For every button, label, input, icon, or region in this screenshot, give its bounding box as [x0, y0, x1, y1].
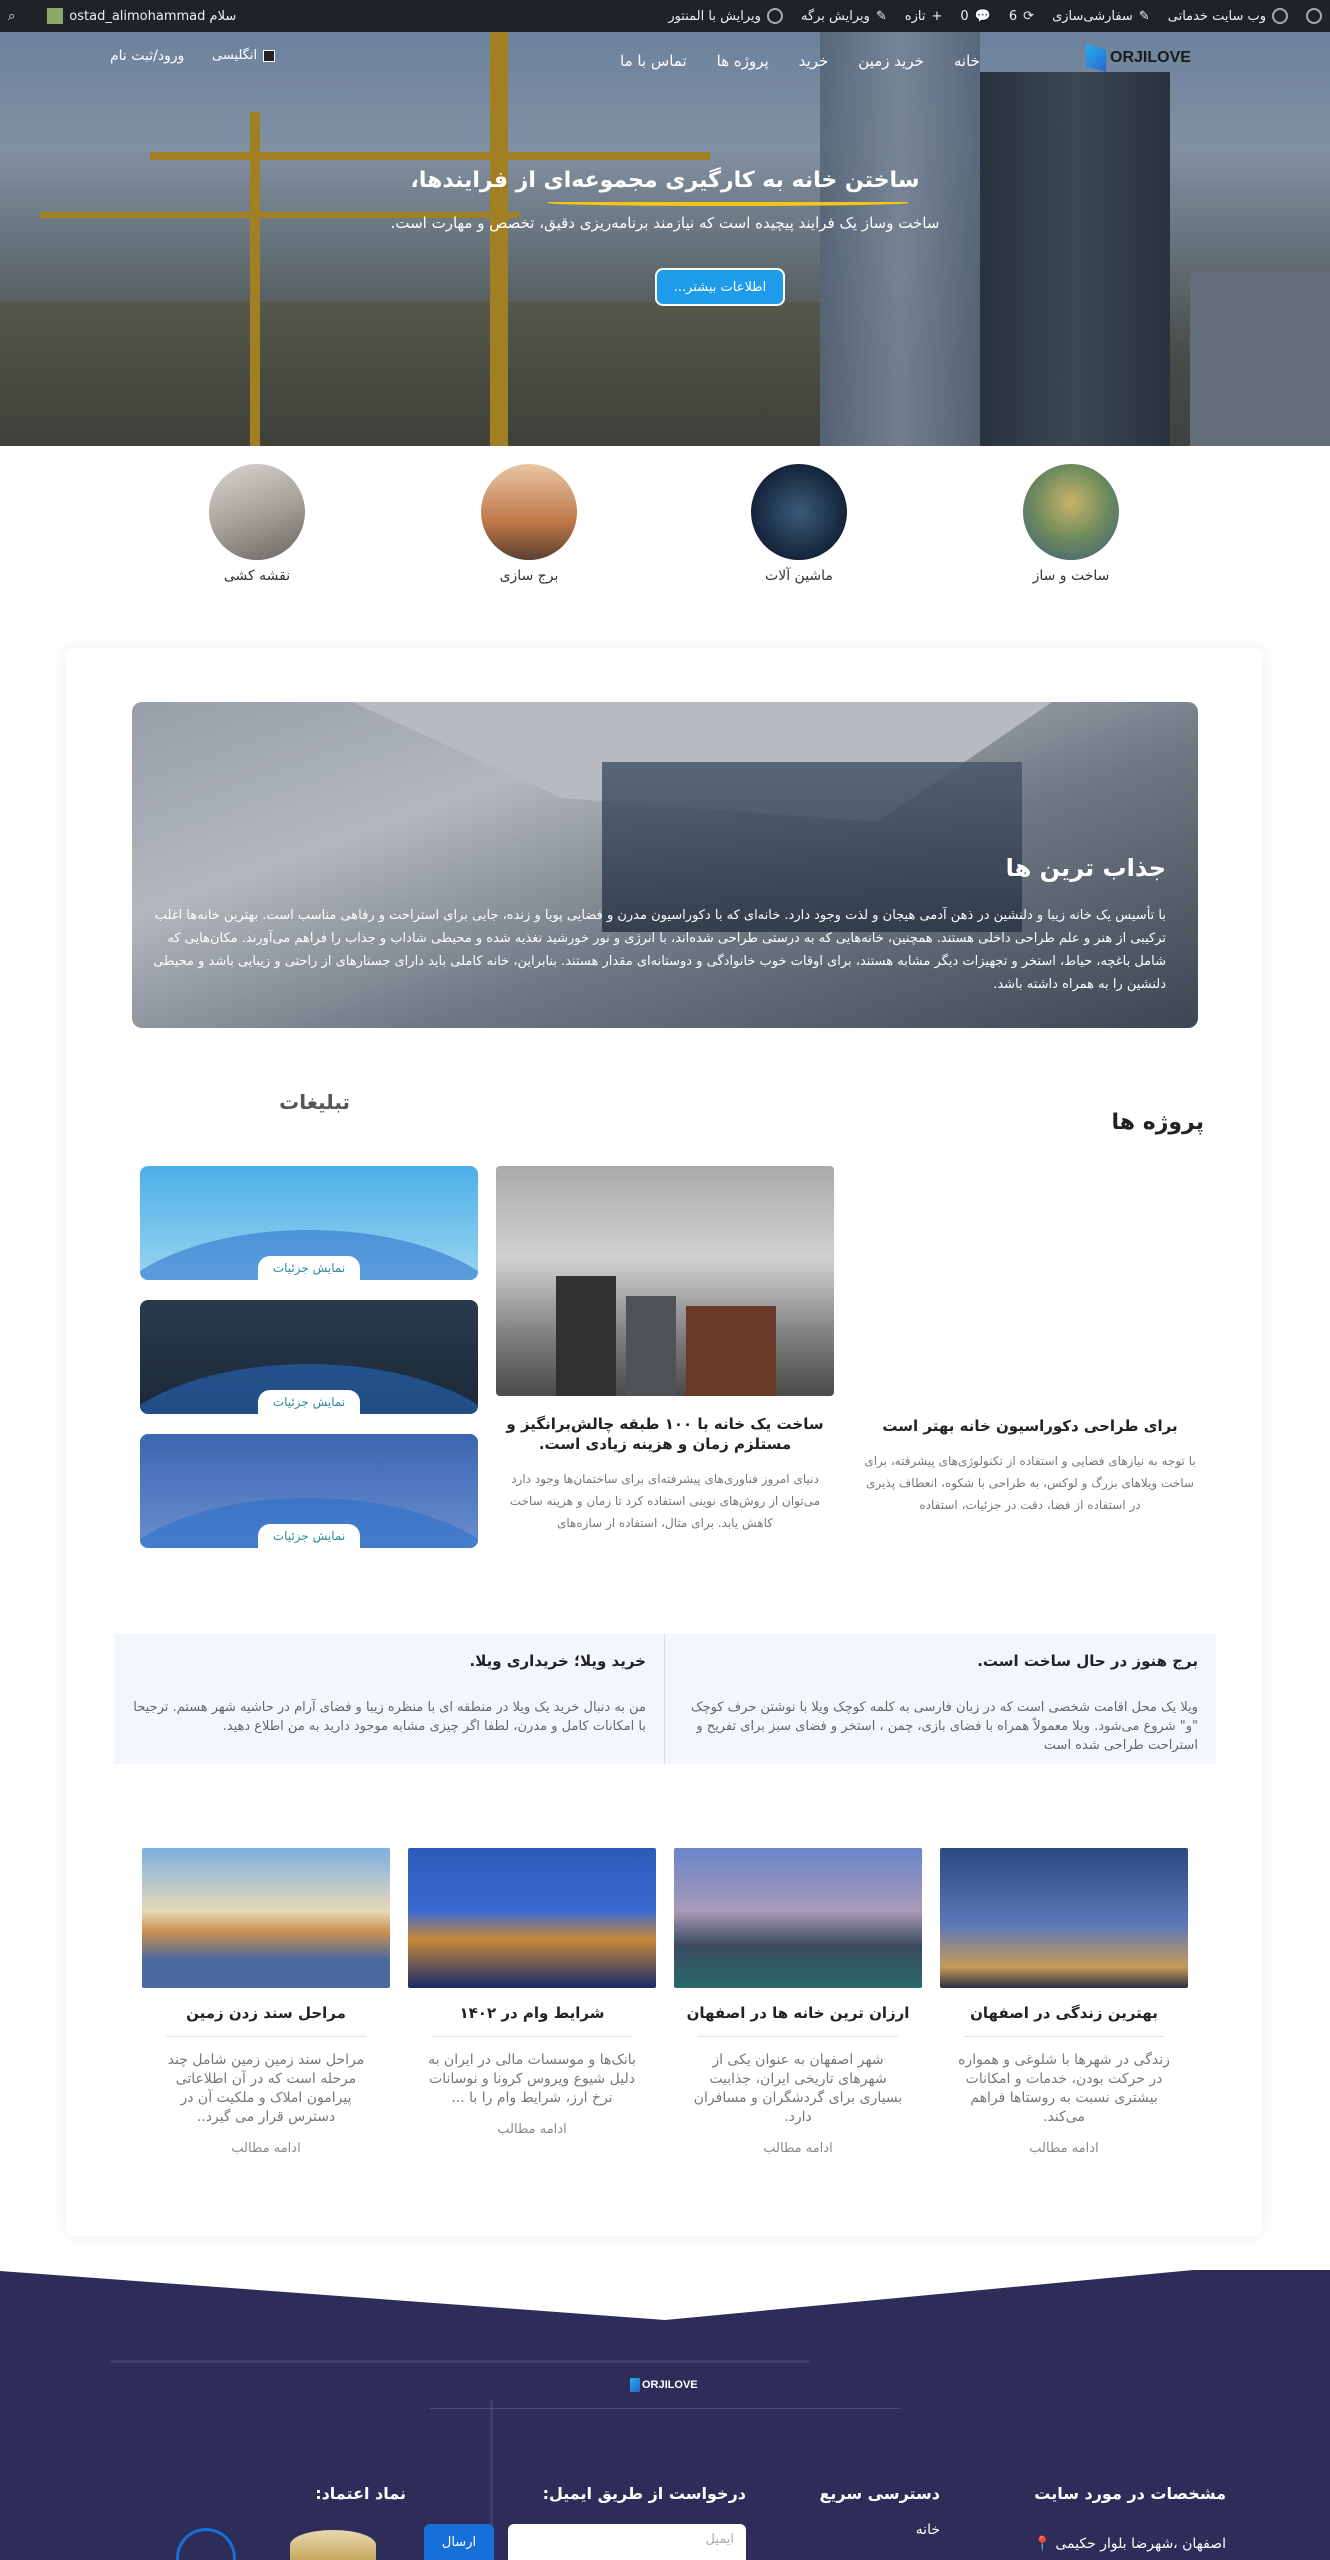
hero-subtitle: ساخت وساز یک فرایند پیچیده است که نیازمند برنامه‌ریزی دقیق، تخصص و مهارت است. [390, 214, 940, 232]
search-icon[interactable]: ⌕ [8, 8, 16, 24]
info-column: خرید ویلا؛ خریداری ویلا. من به دنبال خرید یک ویلا در منطقه ای با منظره زیبا و فضای آرام در حاشیه شهر هستم. ترجیحا با امکانات کامل و مدرن، لطفا اگر چیزی مشابه موجود دارید به من اطلاع دهید. [114, 1634, 665, 1764]
hero-title: ساختن خانه به کارگیری مجموعه‌ای از فرایندها، [410, 168, 920, 193]
nav-item-contact[interactable]: تماس با ما [620, 52, 687, 70]
main-nav [620, 52, 980, 70]
send-button[interactable]: ارسال [424, 2524, 494, 2560]
admin-bar [0, 0, 1330, 32]
footer-logo[interactable]: ORJILOVE [630, 2378, 698, 2392]
project-card[interactable]: برای طراحی دکوراسیون خانه بهتر است با توجه به نیازهای فضایی و استفاده از تکنولوژی‌های پیشرفته، برای ساخت ویلاهای بزرگ و لوکس، به طراحی با شکوه، انعطاف پذیری در استفاده از فضا، دقت در جزئیات، استفاده [864, 1417, 1196, 1512]
read-more-link[interactable]: ادامه مطالب [1029, 2141, 1099, 2156]
info-box [114, 1634, 1216, 1764]
read-more-link[interactable]: ادامه مطالب [763, 2141, 833, 2156]
wordpress-logo-icon[interactable] [1306, 8, 1322, 24]
footer-email-title: درخواست از طریق ایمیل: [542, 2484, 746, 2503]
blog-card[interactable]: بهترین زندگی در اصفهان زندگی در شهرها با شلوغی و همواره در حرکت بودن، خدمات و امکانات بیشتری نسبت به روستاها فراهم می‌کند. ادامه مطالب [940, 1848, 1188, 2156]
blog-thumbnail[interactable] [142, 1848, 390, 1988]
admin-site-name[interactable]: وب سایت خدماتی [1168, 8, 1288, 24]
service-machinery-image [751, 464, 847, 560]
service-tower-image [481, 464, 577, 560]
admin-customize[interactable]: ✎ سفارشی‌سازی [1052, 8, 1150, 24]
admin-updates[interactable]: ⟳ 6 [1008, 8, 1035, 24]
blog-thumbnail[interactable] [940, 1848, 1188, 1988]
avatar [47, 8, 63, 24]
service-construction[interactable]: ساخت و ساز [1016, 464, 1126, 584]
hero-underline [548, 200, 908, 206]
read-more-link[interactable]: ادامه مطالب [497, 2122, 567, 2137]
show-details-button[interactable]: نمایش جزئیات [258, 1256, 360, 1280]
service-drafting-image [209, 464, 305, 560]
logo-mark-icon [1086, 44, 1106, 72]
ads-heading: تبلیغات [279, 1090, 350, 1114]
services-row [0, 464, 1330, 594]
service-construction-image [1023, 464, 1119, 560]
language-switcher[interactable]: انگلیسی [212, 48, 275, 63]
refresh-icon: ⟳ [1023, 8, 1035, 24]
brush-icon: ✎ [1138, 8, 1150, 24]
comment-icon: 💬 [974, 8, 991, 24]
admin-account[interactable]: سلام ostad_alimohammad [47, 8, 236, 24]
ad-card[interactable] [140, 1300, 478, 1414]
home-icon [1272, 8, 1288, 24]
admin-elementor[interactable]: ویرایش با المنتور [668, 8, 783, 24]
more-info-button[interactable]: اطلاعات بیشتر... [655, 268, 785, 306]
location-pin-icon: 📍 [1033, 2536, 1051, 2552]
service-tower[interactable]: برج سازی [474, 464, 584, 584]
footer-divider [430, 2408, 900, 2409]
plus-icon: + [931, 8, 943, 24]
blog-card[interactable]: مراحل سند زدن زمین مراحل سند زمین زمین شامل چند مرحله است که در آن اطلاعاتی پیرامون املاک و ملکیت آن در دسترس قرار می گیرد.. ادامه مطالب [142, 1848, 390, 2156]
nav-item-buy-land[interactable]: خرید زمین [858, 52, 924, 70]
footer-trust-title: نماد اعتماد: [315, 2484, 406, 2503]
projects-heading: پروژه ها [1111, 1110, 1204, 1135]
blog-thumbnail[interactable] [674, 1848, 922, 1988]
info-column: برج هنوز در حال ساخت است. ویلا یک محل اقامت شخصی است که در زبان فارسی به کلمه کوچک ویلا با نوشتن حرف کوچک "و" شروع می‌شود. ویلا معمولاً همراه با فضای بازی، چمن ، استخر و فضای سبز برای تفریح و استراحت طراحی شده است [690, 1652, 1198, 1753]
show-details-button[interactable]: نمایش جزئیات [258, 1524, 360, 1548]
blog-thumbnail[interactable] [408, 1848, 656, 1988]
admin-edit-page[interactable]: ✎ ویرایش برگه [800, 8, 887, 24]
read-more-link[interactable]: ادامه مطالب [231, 2141, 301, 2156]
pencil-icon: ✎ [875, 8, 887, 24]
site-logo[interactable]: ORJILOVE [1086, 44, 1191, 72]
logo-mark-icon [630, 2378, 640, 2392]
feature-title: جذاب ترین ها [1005, 854, 1166, 882]
blog-card[interactable]: شرایط وام در ۱۴۰۲ بانک‌ها و موسسات مالی در ایران به دلیل شیوع ویروس کرونا و نوسانات نرخ ارز، شرایط وام را با ... ادامه مطالب [408, 1848, 656, 2137]
footer-quick-title: دسترسی سریع [819, 2484, 940, 2503]
footer-quick-home[interactable]: خانه [915, 2522, 940, 2538]
service-drafting[interactable]: نقشه کشی [202, 464, 312, 584]
nav-item-buy[interactable]: خرید [798, 52, 829, 70]
admin-new[interactable]: + تازه [904, 8, 943, 24]
ad-card[interactable] [140, 1166, 478, 1280]
feature-text: با تأسیس یک خانه زیبا و دلنشین در ذهن آدمی هیجان و لذت وجود دارد. خانه‌ای که با دکوراسیون مدرن و فضایی پویا و زنده، جایی برای استراحت و رفاهی مناسب است. بهترین خانه‌ها اغلب ترکیبی از هنر و علم طراحی داخلی هستند. همچنین، خانه‌هایی که به درستی طراحی شده‌اند، با انرژی و نور خورشید تغذیه شده و محیطی شاداب و جذاب را فراهم می‌آورند. مکان‌هایی که شامل باغچه، حیاط، استخر و تجهیزات دیگر مشابه هستند، برای اوقات خوب خانوادگی و دوستانه‌ای مقدار هستند. بنابراین، خانه کاملی باید دارای جستارهای از راحتی و زیبایی باشد و محیطی دلنشین را به همراه داشته باشد. [153, 908, 1166, 992]
footer-address: اصفهان ،شهرضا بلوار حکیمی 📍 [1033, 2536, 1226, 2552]
flag-icon [263, 50, 275, 62]
ad-card[interactable] [140, 1434, 478, 1548]
blog-card[interactable]: ارزان ترین خانه ها در اصفهان شهر اصفهان به عنوان یکی از شهرهای تاریخی ایران، جذابیت بسیاری برای گردشگران و مسافران دارد. ادامه مطالب [674, 1848, 922, 2156]
trust-badge[interactable] [290, 2530, 376, 2560]
nav-item-home[interactable]: خانه [953, 52, 980, 70]
email-input[interactable]: ایمیل [508, 2524, 746, 2560]
nav-item-projects[interactable]: پروژه ها [716, 52, 769, 70]
hero-banner [0, 32, 1330, 446]
service-machinery[interactable]: ماشین آلات [744, 464, 854, 584]
elementor-icon [767, 8, 783, 24]
show-details-button[interactable]: نمایش جزئیات [258, 1390, 360, 1414]
project-image[interactable] [496, 1166, 834, 1396]
footer-about-title: مشخصات در مورد سایت [1034, 2484, 1226, 2503]
login-link[interactable]: ورود/ثبت نام [110, 48, 185, 64]
admin-comments[interactable]: 💬 0 [960, 8, 991, 24]
project-card[interactable]: ساخت یک خانه با ۱۰۰ طبقه چالش‌برانگیز و مستلزم زمان و هزینه زیادی است. دنیای امروز فناوری‌های پیشرفته‌ای برای ساختمان‌ها وجود دارد می‌توان از روش‌های نوینی استفاده کرد تا زمان و هزینه ساخت کاهش یابد. برای مثال، استفاده از سازه‌های [506, 1415, 824, 1530]
